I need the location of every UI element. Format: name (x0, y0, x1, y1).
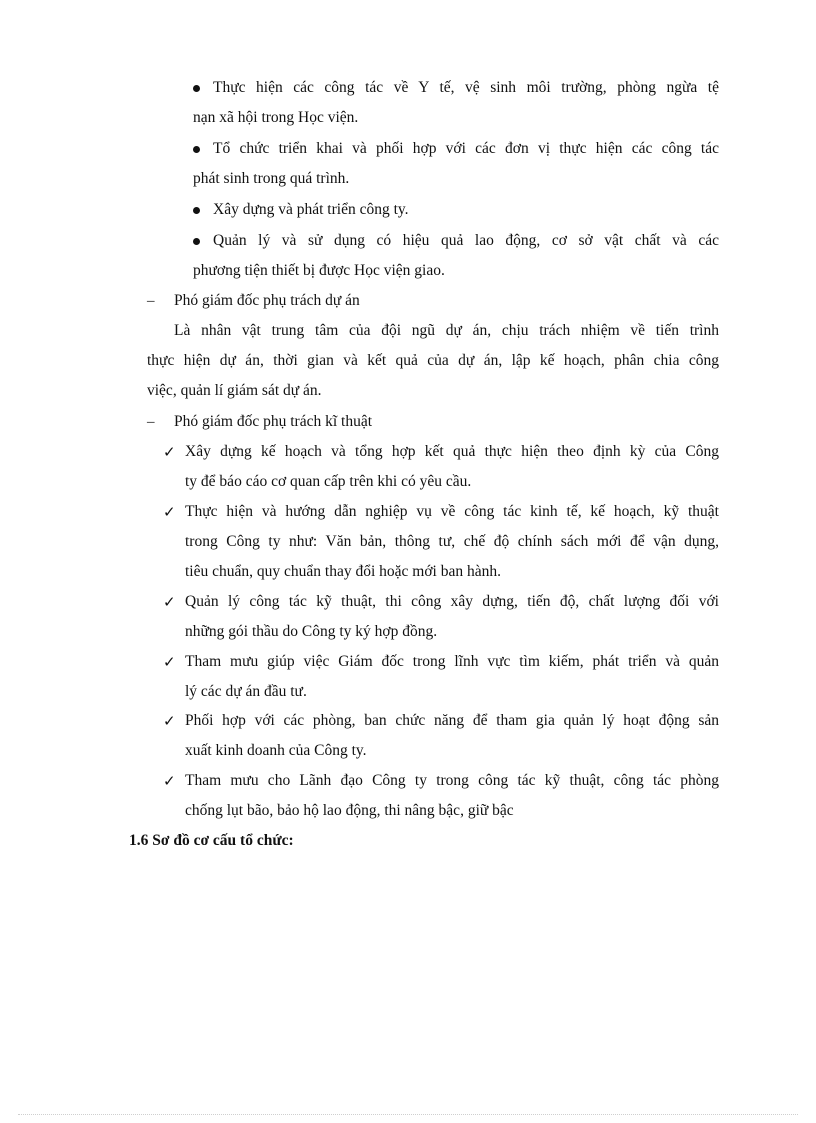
paragraph-line: việc, quản lí giám sát dự án. (147, 382, 322, 399)
check-line: Tham mưu cho Lãnh đạo Công ty trong công tác kỹ thuật, công tác phòng (185, 772, 719, 789)
check-item (163, 647, 719, 707)
bullet-line: Quản lý và sử dụng có hiệu quả lao động, cơ sở vật chất và các (213, 232, 719, 249)
bullet-line: Thực hiện các công tác về Y tế, vệ sinh môi trường, phòng ngừa tệ (213, 79, 719, 96)
dash-item (147, 407, 719, 437)
bullet-line: phương tiện thiết bị được Học viện giao. (193, 262, 445, 279)
check-line: Xây dựng kế hoạch và tổng hợp kết quả thực hiện theo định kỳ của Công (185, 443, 719, 460)
dash-item-text: Phó giám đốc phụ trách dự án (174, 292, 360, 309)
paragraph-line: thực hiện dự án, thời gian và kết quả của dự án, lập kế hoạch, phân chia công (147, 352, 719, 369)
checkmark-icon: ✓ (163, 593, 176, 611)
paragraph (147, 316, 719, 406)
check-item (163, 587, 719, 647)
checkmark-icon: ✓ (163, 443, 176, 461)
bullet-line: Xây dựng và phát triển công ty. (213, 201, 409, 218)
bullet-item (193, 134, 719, 194)
check-line: tiêu chuẩn, quy chuẩn thay đổi hoặc mới ban hành. (185, 563, 501, 580)
bullet-line: nạn xã hội trong Học viện. (193, 109, 359, 126)
check-line: trong Công ty như: Văn bản, thông tư, chế độ chính sách mới để vận dụng, (185, 533, 719, 550)
bullet-dot-icon (193, 238, 200, 245)
check-line: Thực hiện và hướng dẫn nghiệp vụ về công tác kinh tế, kế hoạch, kỹ thuật (185, 503, 719, 520)
check-item (163, 497, 719, 587)
dash-icon: – (147, 414, 155, 430)
check-line: chống lụt bão, bảo hộ lao động, thi nâng bậc, giữ bậc (185, 802, 514, 819)
bullet-dot-icon (193, 146, 200, 153)
page-bottom-divider (18, 1114, 798, 1115)
checkmark-icon: ✓ (163, 653, 176, 671)
bullet-item (193, 226, 719, 286)
check-line: Tham mưu giúp việc Giám đốc trong lĩnh vực tìm kiếm, phát triển và quản (185, 653, 719, 670)
check-line: những gói thầu do Công ty ký hợp đồng. (185, 623, 438, 640)
dash-icon: – (147, 293, 155, 309)
bullet-item (193, 195, 719, 225)
checkmark-icon: ✓ (163, 772, 176, 790)
check-line: Quản lý công tác kỹ thuật, thi công xây dựng, tiến độ, chất lượng đối với (185, 593, 719, 610)
checkmark-icon: ✓ (163, 503, 176, 521)
section-heading: 1.6 Sơ đồ cơ cấu tổ chức: (129, 832, 294, 849)
bullet-line: phát sinh trong quá trình. (193, 170, 350, 187)
check-item (163, 706, 719, 766)
paragraph-line: Là nhân vật trung tâm của đội ngũ dự án, chịu trách nhiệm về tiến trình (174, 322, 719, 339)
check-line: lý các dự án đầu tư. (185, 683, 307, 700)
check-item (163, 766, 719, 826)
checkmark-icon: ✓ (163, 712, 176, 730)
dash-item-text: Phó giám đốc phụ trách kĩ thuật (174, 413, 373, 430)
check-item (163, 437, 719, 497)
bullet-dot-icon (193, 85, 200, 92)
bullet-item (193, 73, 719, 133)
check-line: ty để báo cáo cơ quan cấp trên khi có yêu cầu. (185, 473, 472, 490)
bullet-dot-icon (193, 207, 200, 214)
bullet-line: Tổ chức triển khai và phối hợp với các đơn vị thực hiện các công tác (213, 140, 719, 157)
check-line: Phối hợp với các phòng, ban chức năng để tham gia quản lý hoạt động sản (185, 712, 719, 729)
dash-item (147, 286, 719, 316)
check-line: xuất kinh doanh của Công ty. (185, 742, 367, 759)
